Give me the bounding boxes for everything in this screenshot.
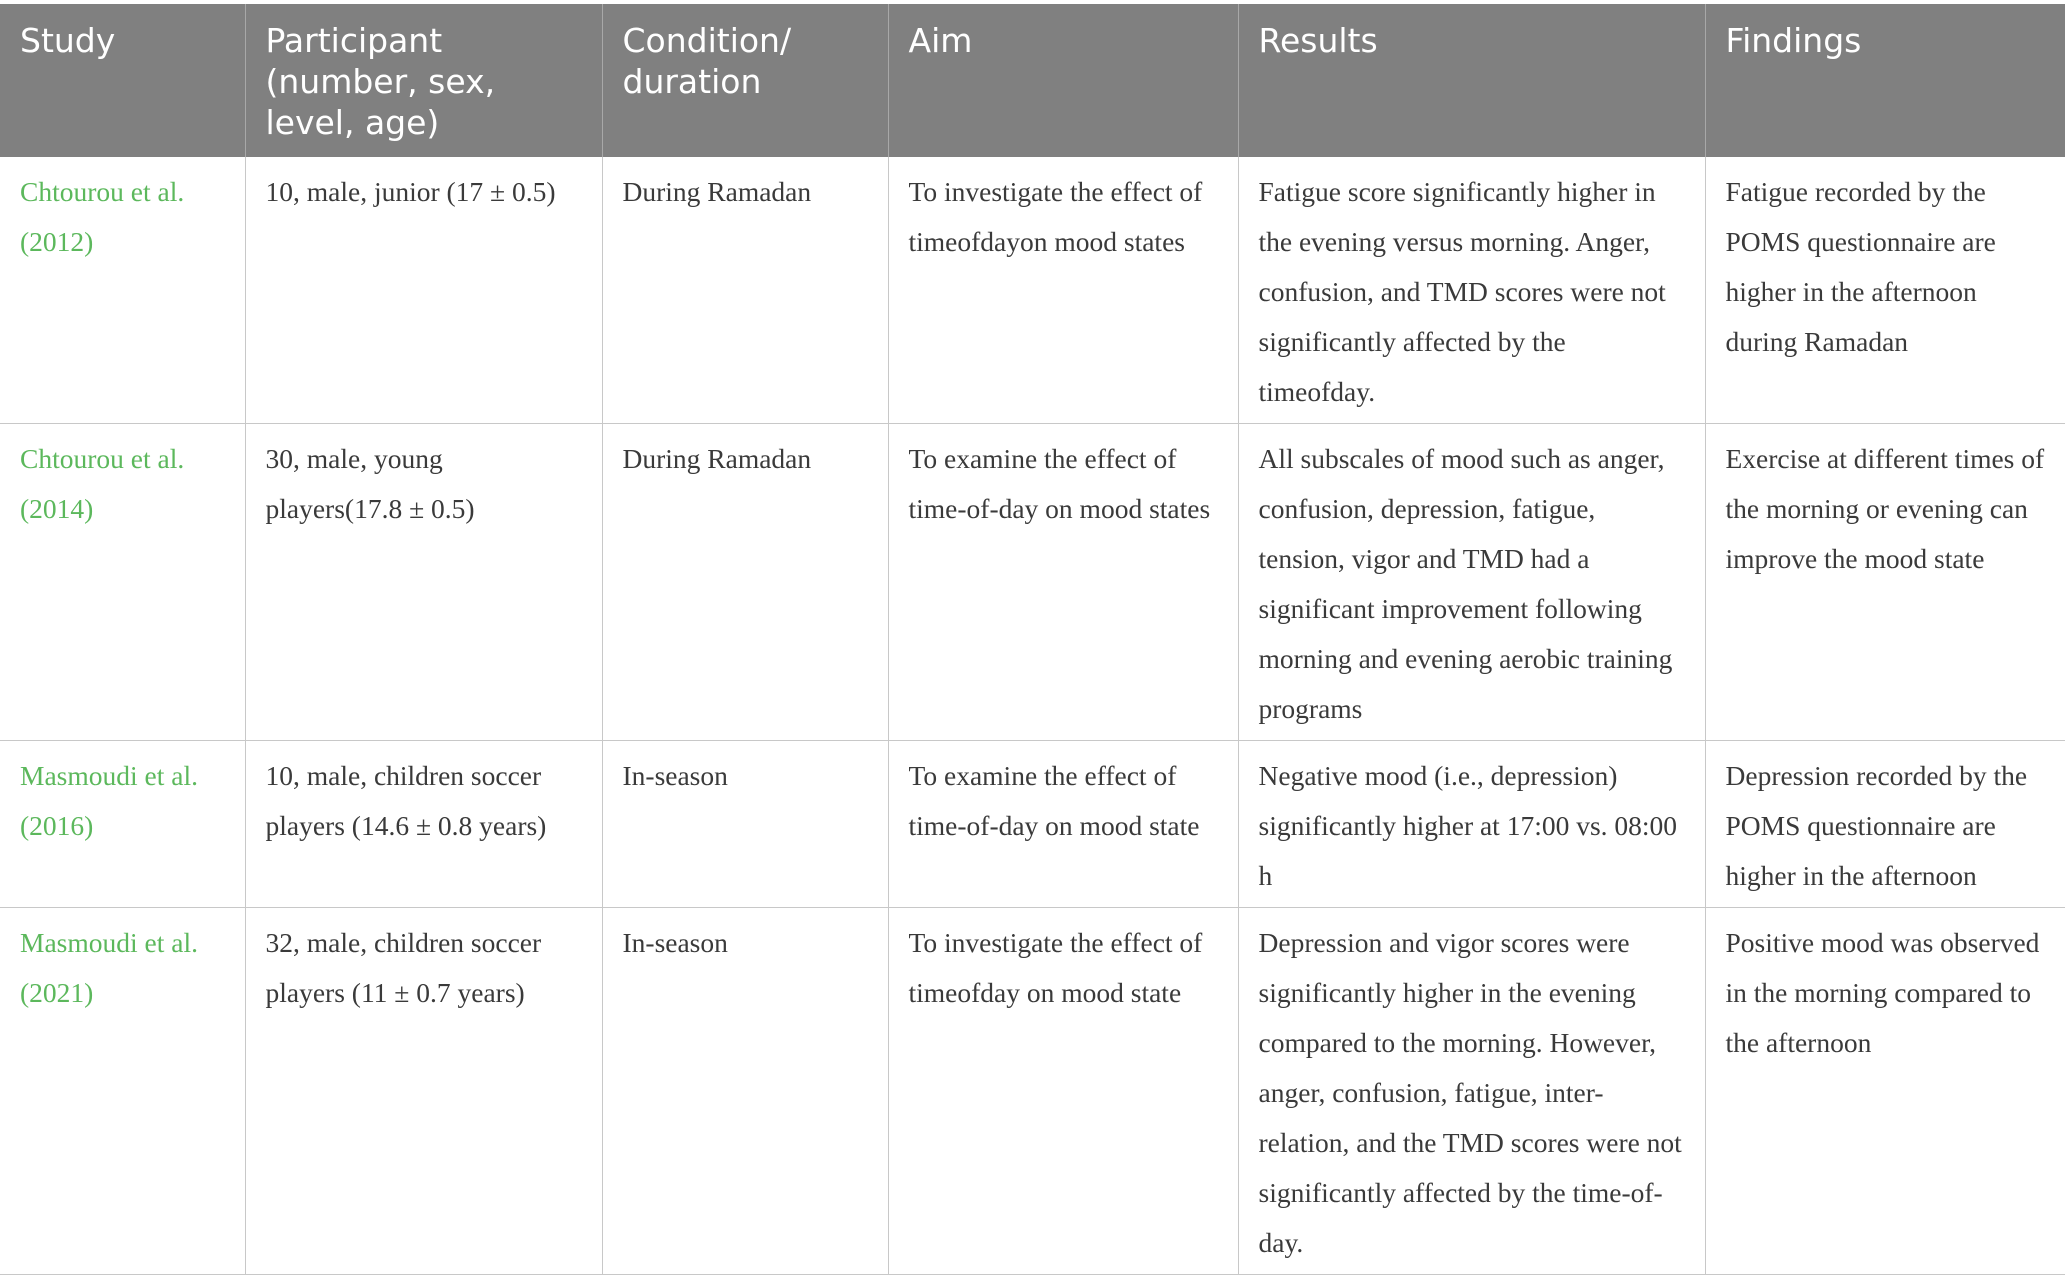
- findings-cell: Depression recorded by the POMS questionnaire are higher in the afternoon: [1705, 741, 2065, 908]
- study-link[interactable]: Masmoudi et al. (2016): [0, 741, 245, 908]
- aim-cell: To investigate the effect of timeofdayon mood states: [888, 157, 1238, 424]
- table-body: [0, 157, 2065, 1275]
- condition-cell: In-season: [602, 908, 888, 1275]
- study-link[interactable]: Masmoudi et al. (2021): [0, 908, 245, 1275]
- studies-table: [0, 4, 2065, 1275]
- study-link[interactable]: Chtourou et al. (2014): [0, 424, 245, 741]
- participant-cell: 10, male, junior (17 ± 0.5): [245, 157, 602, 424]
- participant-cell: 30, male, young players(17.8 ± 0.5): [245, 424, 602, 741]
- participant-cell: 10, male, children soccer players (14.6 ± 0.8 years): [245, 741, 602, 908]
- aim-cell: To examine the effect of time-of-day on mood state: [888, 741, 1238, 908]
- table-row: [0, 908, 2065, 1275]
- results-cell: Negative mood (i.e., depression) significantly higher at 17:00 vs. 08:00 h: [1238, 741, 1705, 908]
- aim-cell: To investigate the effect of timeofday on mood state: [888, 908, 1238, 1275]
- table-row: [0, 157, 2065, 424]
- table-row: [0, 741, 2065, 908]
- table-row: [0, 424, 2065, 741]
- condition-cell: During Ramadan: [602, 157, 888, 424]
- results-cell: Depression and vigor scores were significantly higher in the evening compared to the morning. However, anger, confusion, fatigue, inter-relation, and the TMD scores were not significantly affected by the time-of-day.: [1238, 908, 1705, 1275]
- aim-cell: To examine the effect of time-of-day on mood states: [888, 424, 1238, 741]
- condition-cell: During Ramadan: [602, 424, 888, 741]
- studies-table-container: [0, 4, 2067, 1275]
- header-findings: Findings: [1705, 4, 2065, 157]
- findings-cell: Fatigue recorded by the POMS questionnaire are higher in the afternoon during Ramadan: [1705, 157, 2065, 424]
- condition-cell: In-season: [602, 741, 888, 908]
- header-study: Study: [0, 4, 245, 157]
- header-results: Results: [1238, 4, 1705, 157]
- results-cell: Fatigue score significantly higher in the evening versus morning. Anger, confusion, and TMD scores were not significantly affected by the timeofday.: [1238, 157, 1705, 424]
- table-header: [0, 4, 2065, 157]
- header-row: [0, 4, 2065, 157]
- header-participant: Participant (number, sex, level, age): [245, 4, 602, 157]
- results-cell: All subscales of mood such as anger, confusion, depression, fatigue, tension, vigor and TMD had a significant improvement following morning and evening aerobic training programs: [1238, 424, 1705, 741]
- header-condition: Condition/ duration: [602, 4, 888, 157]
- study-link[interactable]: Chtourou et al. (2012): [0, 157, 245, 424]
- header-aim: Aim: [888, 4, 1238, 157]
- findings-cell: Exercise at different times of the morning or evening can improve the mood state: [1705, 424, 2065, 741]
- participant-cell: 32, male, children soccer players (11 ± 0.7 years): [245, 908, 602, 1275]
- findings-cell: Positive mood was observed in the morning compared to the afternoon: [1705, 908, 2065, 1275]
